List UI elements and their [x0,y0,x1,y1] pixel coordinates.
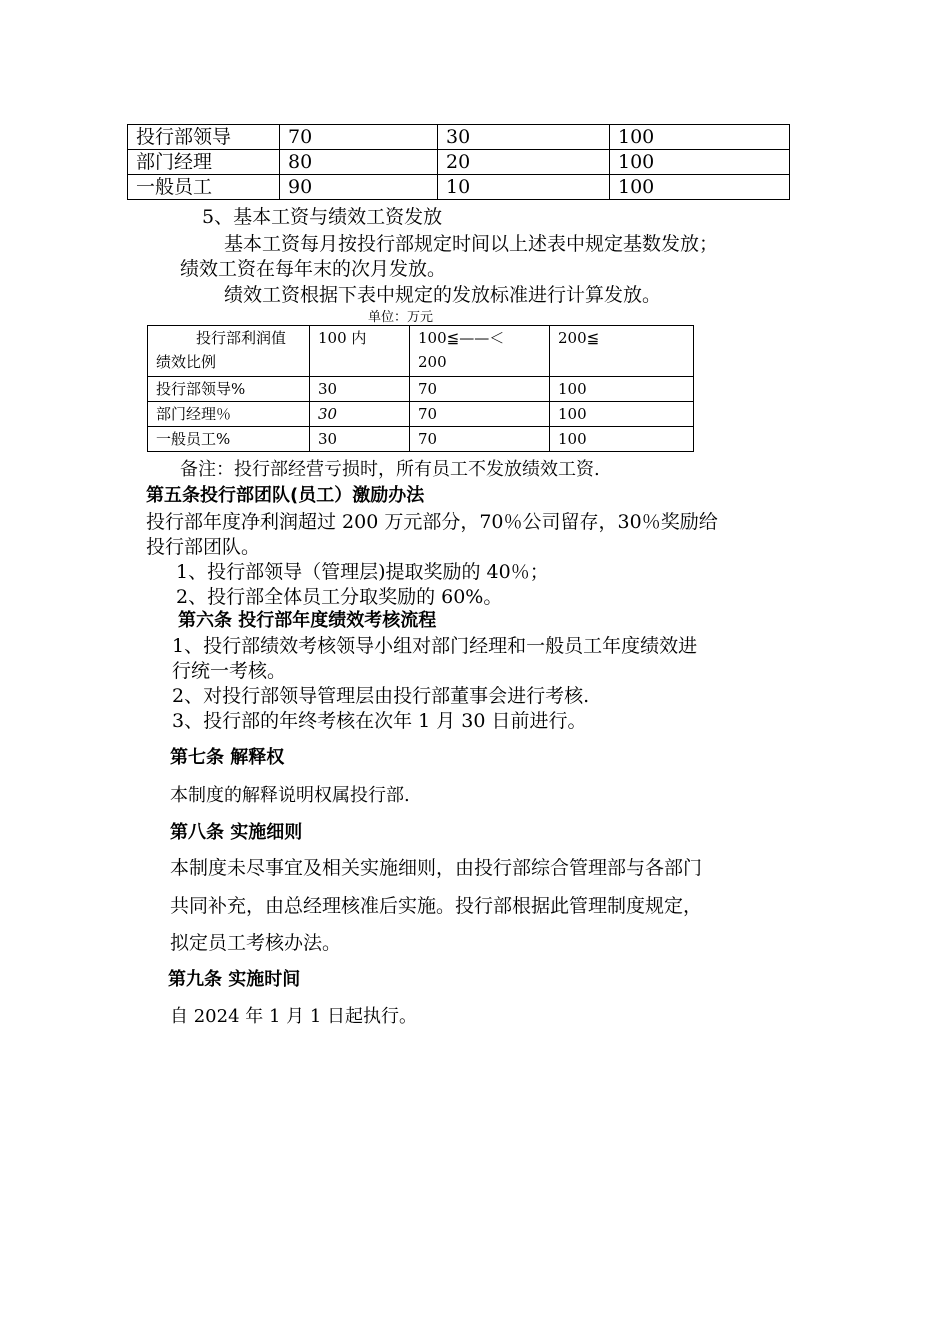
table-cell: 100 [610,125,790,150]
table-cell: 100 [550,402,694,427]
header-cell: 100 内 [310,326,410,377]
paragraph-line: 绩效工资在每年末的次月发放。 [180,258,447,280]
table-row [128,150,790,175]
paragraph-line: 拟定员工考核办法。 [170,932,342,954]
table-row [128,175,790,200]
table-row [128,125,790,150]
table-cell: 100 [550,377,694,402]
table-cell: 投行部领导% [148,377,310,402]
table-cell: 80 [280,150,438,175]
paragraph-line: 共同补充，由总经理核准后实施。投行部根据此管理制度规定， [170,895,703,917]
table-header-row [148,326,694,377]
list-item: 3、投行部的年终考核在次年 1 月 30 日前进行。 [172,710,587,732]
table-cell: 70 [410,427,550,452]
unit-label: 单位：万元 [368,310,434,325]
paragraph-line: 投行部年度净利润超过 200 万元部分，70％公司留存，30％奖励给 [146,511,718,533]
table-cell: 30 [310,402,410,427]
note-text: 备注：投行部经营亏损时，所有员工不发放绩效工资. [180,459,600,480]
table-cell: 70 [410,402,550,427]
table-cell: 部门经理 [128,150,280,175]
list-item: 1、投行部绩效考核领导小组对部门经理和一般员工年度绩效进 [172,635,698,657]
table-cell: 30 [438,125,610,150]
table-cell: 部门经理％ [148,402,310,427]
header-cell-line: 200 [418,353,447,371]
article-heading: 第五条投行部团队(员工）激励办法 [146,485,425,506]
paragraph-line: 本制度未尽事宜及相关实施细则，由投行部综合管理部与各部门 [170,857,703,879]
header-cell [410,326,550,377]
table-row [148,402,694,427]
table-cell: 10 [438,175,610,200]
table-cell: 一般员工% [148,427,310,452]
list-item-continued: 行统一考核。 [172,660,287,682]
table-row [148,377,694,402]
article-heading: 第八条 实施细则 [170,822,303,843]
table-cell: 90 [280,175,438,200]
paragraph-line: 投行部团队。 [146,536,261,558]
paragraph-line: 基本工资每月按投行部规定时间以上述表中规定基数发放； [224,233,719,255]
paragraph-line: 本制度的解释说明权属投行部. [170,785,410,806]
paragraph-line: 绩效工资根据下表中规定的发放标准进行计算发放。 [224,284,662,306]
section-heading: 5、基本工资与绩效工资发放 [202,206,443,228]
table-cell: 70 [280,125,438,150]
list-item: 2、投行部全体员工分取奖励的 60%。 [176,586,503,608]
table-row [148,427,694,452]
table-cell: 100 [550,427,694,452]
table-cell: 20 [438,150,610,175]
performance-ratio-table [147,325,694,452]
table-cell: 一般员工 [128,175,280,200]
list-item: 1、投行部领导（管理层)提取奖励的 40％； [176,561,549,583]
paragraph-line: 自 2024 年 1 月 1 日起执行。 [170,1006,418,1027]
list-item: 2、对投行部领导管理层由投行部董事会进行考核. [172,685,590,707]
header-cell-line: 100≦——＜ [418,329,505,347]
table-cell: 70 [410,377,550,402]
corner-header-top: 投行部利润值 [196,329,287,347]
table-cell: 30 [310,377,410,402]
header-cell: 200≦ [550,326,694,377]
table-cell: 100 [610,175,790,200]
article-heading: 第九条 实施时间 [168,969,301,990]
table-cell: 100 [610,150,790,175]
base-salary-table [127,124,790,200]
corner-header-cell [148,326,310,377]
article-heading: 第七条 解释权 [170,747,285,768]
corner-header-bottom: 绩效比例 [156,353,217,371]
article-heading: 第六条 投行部年度绩效考核流程 [178,610,437,631]
table-cell: 投行部领导 [128,125,280,150]
table-cell: 30 [310,427,410,452]
